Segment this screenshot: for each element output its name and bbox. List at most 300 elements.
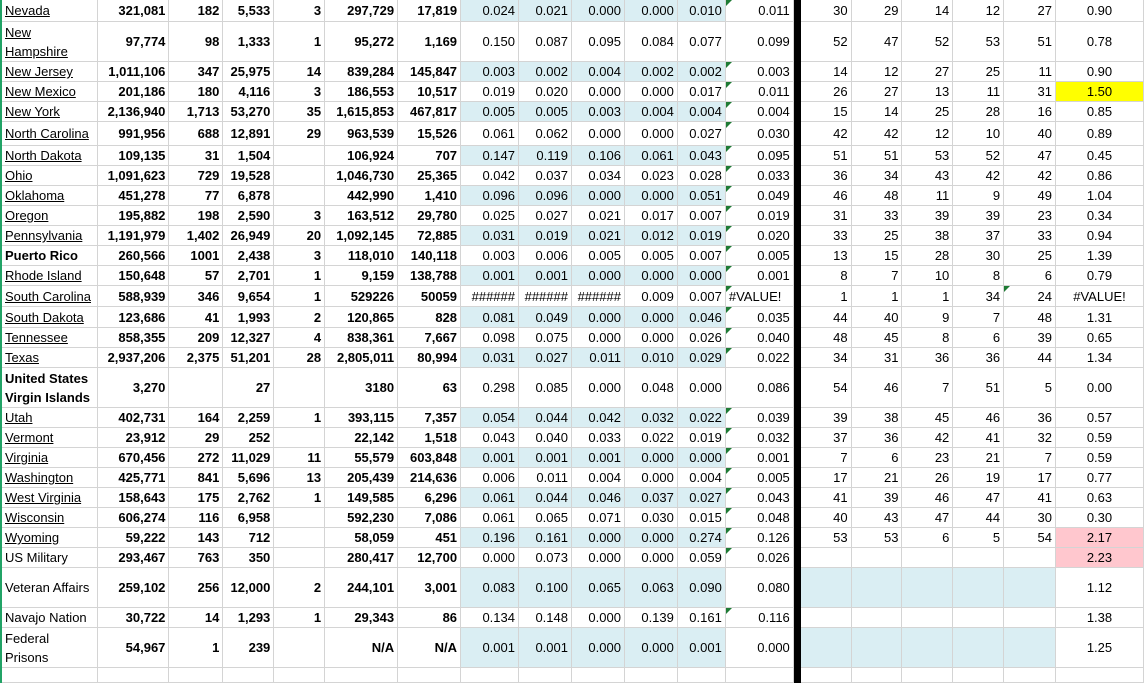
rank-cell[interactable]: 12 (851, 62, 902, 82)
count-cell[interactable]: 2 (274, 568, 325, 608)
rank-cell[interactable]: 21 (953, 448, 1004, 468)
rank-cell[interactable]: 51 (1004, 22, 1056, 62)
rate-cell[interactable]: 0.000 (571, 82, 624, 102)
count-cell[interactable] (274, 628, 325, 668)
rank-cell[interactable]: 28 (902, 246, 953, 266)
row-name-cell[interactable] (1, 286, 98, 307)
count-cell[interactable]: 72,885 (398, 226, 461, 246)
rate-cell[interactable]: 0.086 (725, 368, 793, 408)
rank-cell[interactable] (800, 668, 851, 683)
ratio-cell[interactable]: #VALUE! (1055, 286, 1143, 307)
count-cell[interactable]: 1,410 (398, 186, 461, 206)
count-cell[interactable]: 3,270 (98, 368, 169, 408)
count-cell[interactable]: 9,654 (223, 286, 274, 307)
count-cell[interactable]: 2,701 (223, 266, 274, 286)
row-name[interactable]: Wyoming (5, 530, 60, 545)
count-cell[interactable]: 25,975 (223, 62, 274, 82)
count-cell[interactable]: 12,327 (223, 328, 274, 348)
rate-cell[interactable]: 0.000 (624, 528, 677, 548)
rank-cell[interactable]: 36 (902, 348, 953, 368)
count-cell[interactable]: 3 (274, 0, 325, 22)
rate-cell[interactable]: 0.019 (725, 206, 793, 226)
rate-cell[interactable]: 0.003 (571, 102, 624, 122)
rank-cell[interactable]: 45 (902, 408, 953, 428)
rate-cell[interactable]: 0.035 (725, 307, 793, 328)
rate-cell[interactable]: 0.000 (624, 0, 677, 22)
count-cell[interactable]: 991,956 (98, 122, 169, 146)
rate-cell[interactable]: 0.081 (461, 307, 519, 328)
count-cell[interactable]: 963,539 (325, 122, 398, 146)
rate-cell[interactable]: 0.061 (461, 508, 519, 528)
rank-cell[interactable] (953, 548, 1004, 568)
count-cell[interactable]: 451 (398, 528, 461, 548)
rate-cell[interactable]: 0.006 (461, 468, 519, 488)
rank-cell[interactable]: 6 (1004, 266, 1056, 286)
count-cell[interactable]: 2,805,011 (325, 348, 398, 368)
rate-cell[interactable]: 0.000 (624, 328, 677, 348)
rank-cell[interactable]: 33 (800, 226, 851, 246)
count-cell[interactable]: 838,361 (325, 328, 398, 348)
rate-cell[interactable]: 0.027 (677, 122, 725, 146)
rank-cell[interactable]: 46 (800, 186, 851, 206)
rate-cell[interactable]: 0.006 (519, 246, 572, 266)
rate-cell[interactable]: 0.022 (677, 408, 725, 428)
rate-cell[interactable]: 0.025 (461, 206, 519, 226)
rate-cell[interactable] (725, 668, 793, 683)
count-cell[interactable]: 3 (274, 246, 325, 266)
count-cell[interactable] (274, 146, 325, 166)
row-name[interactable]: Pennsylvania (5, 228, 83, 243)
count-cell[interactable]: 29,343 (325, 608, 398, 628)
rank-cell[interactable]: 53 (800, 528, 851, 548)
rate-cell[interactable]: 0.000 (571, 528, 624, 548)
rate-cell[interactable]: 0.012 (624, 226, 677, 246)
row-name-cell[interactable] (1, 508, 98, 528)
rate-cell[interactable]: 0.000 (461, 548, 519, 568)
count-cell[interactable]: 1 (274, 22, 325, 62)
row-name-cell[interactable] (1, 62, 98, 82)
count-cell[interactable]: 5,696 (223, 468, 274, 488)
rank-cell[interactable]: 46 (851, 368, 902, 408)
count-cell[interactable]: 145,847 (398, 62, 461, 82)
count-cell[interactable]: 1 (274, 488, 325, 508)
rank-cell[interactable] (953, 628, 1004, 668)
rank-cell[interactable]: 29 (851, 0, 902, 22)
rank-cell[interactable]: 1 (851, 286, 902, 307)
count-cell[interactable]: 86 (398, 608, 461, 628)
rate-cell[interactable]: ###### (571, 286, 624, 307)
rate-cell[interactable]: 0.001 (519, 266, 572, 286)
row-name-cell[interactable] (1, 468, 98, 488)
count-cell[interactable]: 35 (274, 102, 325, 122)
rate-cell[interactable]: 0.019 (677, 226, 725, 246)
count-cell[interactable] (274, 548, 325, 568)
rate-cell[interactable]: 0.098 (461, 328, 519, 348)
rank-cell[interactable]: 34 (953, 286, 1004, 307)
rate-cell[interactable]: 0.004 (571, 468, 624, 488)
rate-cell[interactable]: 0.005 (571, 246, 624, 266)
rate-cell[interactable]: 0.048 (624, 368, 677, 408)
count-cell[interactable]: 1 (274, 286, 325, 307)
rate-cell[interactable]: 0.019 (461, 82, 519, 102)
count-cell[interactable]: 1,169 (398, 22, 461, 62)
rank-cell[interactable]: 17 (800, 468, 851, 488)
ratio-cell[interactable]: 0.30 (1055, 508, 1143, 528)
count-cell[interactable]: 839,284 (325, 62, 398, 82)
rank-cell[interactable]: 5 (1004, 368, 1056, 408)
rank-cell[interactable]: 27 (851, 82, 902, 102)
count-cell[interactable]: 22,142 (325, 428, 398, 448)
rate-cell[interactable]: 0.021 (571, 226, 624, 246)
rank-cell[interactable]: 45 (851, 328, 902, 348)
rate-cell[interactable]: 0.196 (461, 528, 519, 548)
rank-cell[interactable]: 15 (851, 246, 902, 266)
count-cell[interactable]: 109,135 (98, 146, 169, 166)
rank-cell[interactable]: 5 (953, 528, 1004, 548)
rank-cell[interactable]: 9 (953, 186, 1004, 206)
count-cell[interactable]: 2,590 (223, 206, 274, 226)
row-name-cell[interactable] (1, 448, 98, 468)
count-cell[interactable]: 2,136,940 (98, 102, 169, 122)
count-cell[interactable]: 603,848 (398, 448, 461, 468)
count-cell[interactable]: 12,000 (223, 568, 274, 608)
rank-cell[interactable]: 36 (800, 166, 851, 186)
rate-cell[interactable]: 0.061 (461, 122, 519, 146)
rank-cell[interactable] (953, 668, 1004, 683)
rate-cell[interactable]: 0.090 (677, 568, 725, 608)
ratio-cell[interactable]: 0.78 (1055, 22, 1143, 62)
rank-cell[interactable] (800, 628, 851, 668)
rank-cell[interactable]: 15 (800, 102, 851, 122)
rank-cell[interactable]: 26 (800, 82, 851, 102)
count-cell[interactable]: 1,092,145 (325, 226, 398, 246)
rank-cell[interactable]: 34 (851, 166, 902, 186)
rank-cell[interactable]: 25 (851, 226, 902, 246)
rate-cell[interactable]: 0.054 (461, 408, 519, 428)
rank-cell[interactable]: 54 (1004, 528, 1056, 548)
count-cell[interactable]: 50059 (398, 286, 461, 307)
rate-cell[interactable]: 0.022 (624, 428, 677, 448)
ratio-cell[interactable]: 0.57 (1055, 408, 1143, 428)
rank-cell[interactable]: 23 (1004, 206, 1056, 226)
rate-cell[interactable]: 0.119 (519, 146, 572, 166)
rate-cell[interactable]: 0.001 (461, 266, 519, 286)
count-cell[interactable]: 53,270 (223, 102, 274, 122)
rate-cell[interactable]: 0.034 (571, 166, 624, 186)
rate-cell[interactable]: 0.037 (624, 488, 677, 508)
rate-cell[interactable]: 0.062 (519, 122, 572, 146)
ratio-cell[interactable]: 0.94 (1055, 226, 1143, 246)
row-name-cell[interactable] (1, 82, 98, 102)
rate-cell[interactable]: 0.000 (624, 307, 677, 328)
rate-cell[interactable] (461, 668, 519, 683)
count-cell[interactable]: 12,700 (398, 548, 461, 568)
rank-cell[interactable]: 51 (953, 368, 1004, 408)
count-cell[interactable]: 12,891 (223, 122, 274, 146)
rank-cell[interactable] (1004, 548, 1056, 568)
ratio-cell[interactable]: 1.34 (1055, 348, 1143, 368)
rate-cell[interactable]: 0.083 (461, 568, 519, 608)
rate-cell[interactable]: 0.003 (461, 62, 519, 82)
count-cell[interactable]: 3 (274, 82, 325, 102)
rate-cell[interactable]: 0.022 (725, 348, 793, 368)
rate-cell[interactable]: 0.017 (677, 82, 725, 102)
row-name-cell[interactable] (1, 548, 98, 568)
rate-cell[interactable]: 0.031 (461, 226, 519, 246)
count-cell[interactable]: 11 (274, 448, 325, 468)
rank-cell[interactable]: 40 (1004, 122, 1056, 146)
row-name-cell[interactable] (1, 246, 98, 266)
count-cell[interactable]: 198 (169, 206, 223, 226)
rate-cell[interactable]: 0.000 (624, 186, 677, 206)
rank-cell[interactable]: 46 (953, 408, 1004, 428)
count-cell[interactable] (98, 668, 169, 683)
count-cell[interactable] (398, 668, 461, 683)
count-cell[interactable]: 259,102 (98, 568, 169, 608)
rate-cell[interactable]: 0.003 (461, 246, 519, 266)
rate-cell[interactable]: 0.002 (624, 62, 677, 82)
rate-cell[interactable]: 0.005 (725, 246, 793, 266)
count-cell[interactable]: 118,010 (325, 246, 398, 266)
rate-cell[interactable] (571, 668, 624, 683)
count-cell[interactable]: 244,101 (325, 568, 398, 608)
rank-cell[interactable]: 14 (902, 0, 953, 22)
ratio-cell[interactable]: 0.79 (1055, 266, 1143, 286)
rank-cell[interactable] (1004, 628, 1056, 668)
count-cell[interactable]: 828 (398, 307, 461, 328)
ratio-cell[interactable]: 0.34 (1055, 206, 1143, 226)
row-name-cell[interactable] (1, 368, 98, 408)
count-cell[interactable]: 23,912 (98, 428, 169, 448)
rate-cell[interactable]: 0.019 (677, 428, 725, 448)
count-cell[interactable]: 29,780 (398, 206, 461, 226)
rate-cell[interactable]: 0.005 (461, 102, 519, 122)
rank-cell[interactable]: 14 (851, 102, 902, 122)
rate-cell[interactable]: 0.126 (725, 528, 793, 548)
row-name[interactable]: Vermont (5, 430, 54, 445)
rank-cell[interactable]: 42 (800, 122, 851, 146)
rate-cell[interactable]: 0.033 (571, 428, 624, 448)
rate-cell[interactable]: 0.000 (624, 628, 677, 668)
rate-cell[interactable]: 0.015 (677, 508, 725, 528)
count-cell[interactable]: 138,788 (398, 266, 461, 286)
rank-cell[interactable]: 32 (1004, 428, 1056, 448)
rank-cell[interactable]: 53 (953, 22, 1004, 62)
count-cell[interactable]: 707 (398, 146, 461, 166)
count-cell[interactable]: 195,882 (98, 206, 169, 226)
rank-cell[interactable]: 40 (800, 508, 851, 528)
rate-cell[interactable]: 0.011 (725, 82, 793, 102)
count-cell[interactable]: 2 (274, 307, 325, 328)
rank-cell[interactable]: 23 (902, 448, 953, 468)
rate-cell[interactable]: 0.011 (519, 468, 572, 488)
rate-cell[interactable] (677, 668, 725, 683)
count-cell[interactable]: 1,046,730 (325, 166, 398, 186)
rank-cell[interactable]: 30 (800, 0, 851, 22)
rate-cell[interactable]: 0.001 (677, 628, 725, 668)
rate-cell[interactable]: 0.027 (677, 488, 725, 508)
rank-cell[interactable] (851, 548, 902, 568)
rank-cell[interactable]: 19 (953, 468, 1004, 488)
count-cell[interactable]: 10,517 (398, 82, 461, 102)
count-cell[interactable]: 2,438 (223, 246, 274, 266)
rank-cell[interactable]: 42 (953, 166, 1004, 186)
count-cell[interactable] (274, 428, 325, 448)
rate-cell[interactable]: 0.000 (571, 368, 624, 408)
rate-cell[interactable]: 0.024 (461, 0, 519, 22)
row-name-cell[interactable] (1, 348, 98, 368)
ratio-cell[interactable]: 0.86 (1055, 166, 1143, 186)
count-cell[interactable]: 1,504 (223, 146, 274, 166)
rate-cell[interactable]: 0.010 (677, 0, 725, 22)
rate-cell[interactable]: 0.027 (519, 348, 572, 368)
count-cell[interactable]: 293,467 (98, 548, 169, 568)
rank-cell[interactable] (1004, 568, 1056, 608)
rate-cell[interactable]: 0.023 (624, 166, 677, 186)
count-cell[interactable]: 1,518 (398, 428, 461, 448)
rank-cell[interactable]: 31 (1004, 82, 1056, 102)
rank-cell[interactable]: 11 (953, 82, 1004, 102)
count-cell[interactable]: 3 (274, 206, 325, 226)
count-cell[interactable]: 1,091,623 (98, 166, 169, 186)
rate-cell[interactable]: 0.019 (519, 226, 572, 246)
rank-cell[interactable]: 30 (953, 246, 1004, 266)
count-cell[interactable]: 27 (223, 368, 274, 408)
ratio-cell[interactable]: 1.50 (1055, 82, 1143, 102)
rate-cell[interactable]: 0.000 (571, 548, 624, 568)
rank-cell[interactable]: 52 (800, 22, 851, 62)
rank-cell[interactable]: 42 (851, 122, 902, 146)
rate-cell[interactable]: 0.021 (519, 0, 572, 22)
count-cell[interactable]: 4,116 (223, 82, 274, 102)
rate-cell[interactable]: 0.004 (571, 62, 624, 82)
count-cell[interactable]: 123,686 (98, 307, 169, 328)
count-cell[interactable]: 26,949 (223, 226, 274, 246)
count-cell[interactable]: 80,994 (398, 348, 461, 368)
rate-cell[interactable]: 0.004 (725, 102, 793, 122)
rate-cell[interactable]: 0.000 (624, 266, 677, 286)
rank-cell[interactable]: 39 (851, 488, 902, 508)
row-name[interactable]: Wisconsin (5, 510, 65, 525)
count-cell[interactable]: 14 (169, 608, 223, 628)
count-cell[interactable]: 163,512 (325, 206, 398, 226)
rank-cell[interactable] (851, 568, 902, 608)
rate-cell[interactable]: 0.065 (519, 508, 572, 528)
rank-cell[interactable]: 27 (902, 62, 953, 82)
count-cell[interactable]: 1,402 (169, 226, 223, 246)
count-cell[interactable]: 239 (223, 628, 274, 668)
rate-cell[interactable]: 0.075 (519, 328, 572, 348)
count-cell[interactable]: 442,990 (325, 186, 398, 206)
rate-cell[interactable]: 0.029 (677, 348, 725, 368)
rank-cell[interactable]: 8 (953, 266, 1004, 286)
count-cell[interactable]: 59,222 (98, 528, 169, 548)
rate-cell[interactable]: 0.046 (571, 488, 624, 508)
count-cell[interactable]: 1,011,106 (98, 62, 169, 82)
row-name[interactable]: Nevada (5, 3, 50, 18)
count-cell[interactable] (223, 668, 274, 683)
rank-cell[interactable]: 48 (800, 328, 851, 348)
rank-cell[interactable]: 13 (902, 82, 953, 102)
rank-cell[interactable]: 36 (1004, 408, 1056, 428)
rank-cell[interactable]: 39 (800, 408, 851, 428)
count-cell[interactable] (169, 368, 223, 408)
rate-cell[interactable]: 0.010 (624, 348, 677, 368)
rate-cell[interactable]: 0.000 (624, 82, 677, 102)
rank-cell[interactable]: 7 (1004, 448, 1056, 468)
rate-cell[interactable]: 0.095 (571, 22, 624, 62)
row-name[interactable]: Tennessee (5, 330, 68, 345)
rate-cell[interactable]: 0.001 (571, 448, 624, 468)
rate-cell[interactable]: 0.003 (725, 62, 793, 82)
rate-cell[interactable]: 0.000 (624, 448, 677, 468)
count-cell[interactable]: 588,939 (98, 286, 169, 307)
rank-cell[interactable]: 8 (902, 328, 953, 348)
rate-cell[interactable]: 0.046 (677, 307, 725, 328)
ratio-cell[interactable]: 1.31 (1055, 307, 1143, 328)
rate-cell[interactable]: 0.049 (725, 186, 793, 206)
rate-cell[interactable]: 0.073 (519, 548, 572, 568)
rank-cell[interactable]: 36 (851, 428, 902, 448)
rank-cell[interactable]: 41 (953, 428, 1004, 448)
rate-cell[interactable]: 0.000 (571, 628, 624, 668)
ratio-cell[interactable]: 0.00 (1055, 368, 1143, 408)
ratio-cell[interactable]: 0.85 (1055, 102, 1143, 122)
rank-cell[interactable]: 13 (800, 246, 851, 266)
rank-cell[interactable]: 37 (800, 428, 851, 448)
rate-cell[interactable]: 0.001 (461, 628, 519, 668)
rate-cell[interactable]: 0.001 (519, 628, 572, 668)
count-cell[interactable]: 106,924 (325, 146, 398, 166)
rank-cell[interactable]: 6 (902, 528, 953, 548)
count-cell[interactable]: 30,722 (98, 608, 169, 628)
row-name[interactable]: Virginia (5, 450, 49, 465)
count-cell[interactable]: 164 (169, 408, 223, 428)
rate-cell[interactable]: 0.005 (519, 102, 572, 122)
rate-cell[interactable]: 0.150 (461, 22, 519, 62)
rank-cell[interactable]: 1 (800, 286, 851, 307)
rank-cell[interactable] (902, 568, 953, 608)
rate-cell[interactable]: 0.061 (624, 146, 677, 166)
rank-cell[interactable]: 10 (953, 122, 1004, 146)
row-name[interactable]: North Carolina (5, 126, 89, 141)
row-name-cell[interactable] (1, 628, 98, 668)
ratio-cell[interactable]: 2.23 (1055, 548, 1143, 568)
count-cell[interactable]: 763 (169, 548, 223, 568)
count-cell[interactable]: 186,553 (325, 82, 398, 102)
count-cell[interactable]: 1,993 (223, 307, 274, 328)
rank-cell[interactable]: 31 (800, 206, 851, 226)
count-cell[interactable]: 1,615,853 (325, 102, 398, 122)
count-cell[interactable]: 55,579 (325, 448, 398, 468)
rate-cell[interactable]: 0.059 (677, 548, 725, 568)
ratio-cell[interactable]: 0.89 (1055, 122, 1143, 146)
ratio-cell[interactable]: 1.12 (1055, 568, 1143, 608)
count-cell[interactable]: 260,566 (98, 246, 169, 266)
rate-cell[interactable]: 0.043 (461, 428, 519, 448)
count-cell[interactable]: 1,713 (169, 102, 223, 122)
count-cell[interactable]: 321,081 (98, 0, 169, 22)
rate-cell[interactable]: ###### (519, 286, 572, 307)
rate-cell[interactable]: 0.002 (677, 62, 725, 82)
rate-cell[interactable]: 0.139 (624, 608, 677, 628)
count-cell[interactable]: 29 (169, 428, 223, 448)
rank-cell[interactable]: 44 (800, 307, 851, 328)
rank-cell[interactable]: 41 (800, 488, 851, 508)
count-cell[interactable]: 451,278 (98, 186, 169, 206)
rank-cell[interactable]: 53 (851, 528, 902, 548)
row-name-cell[interactable] (1, 206, 98, 226)
